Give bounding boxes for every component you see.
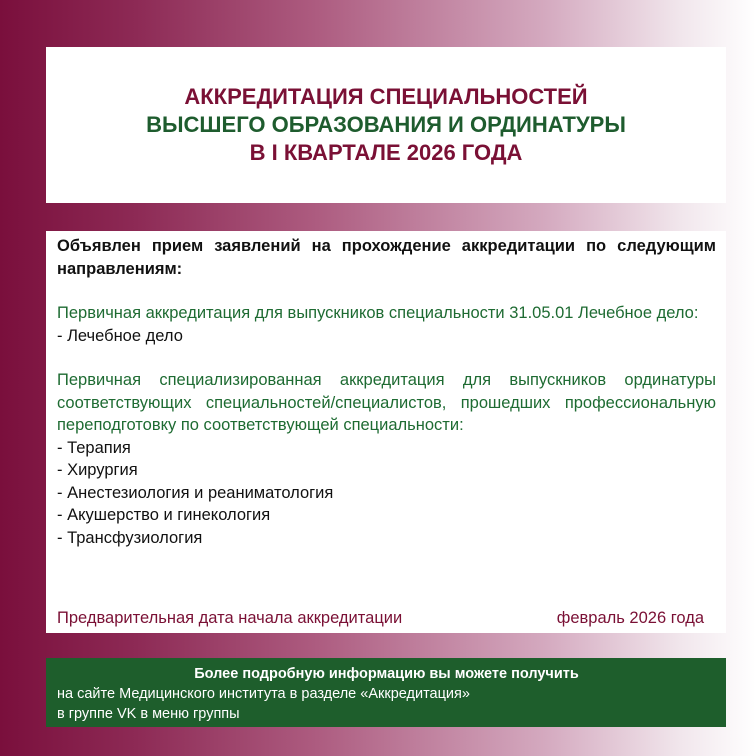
list-item: - Лечебное дело [57, 326, 183, 345]
start-date-row [57, 607, 704, 629]
specialized-accreditation-description: Первичная специализированная аккредитация для выпускников ординатуры соответствующих специальностей/специалистов, прошедших профессиональную переподготовку по соответствующей специальности: [57, 371, 716, 434]
list-item: - Хирургия [57, 461, 138, 479]
list-item: - Акушерство и гинекология [57, 506, 271, 524]
title-line-3: В I КВАРТАЛЕ 2026 ГОДА [249, 140, 523, 165]
spacer [57, 347, 716, 369]
title-panel [46, 47, 726, 203]
primary-specialty-list [57, 325, 716, 348]
info-vk-line: в группе VK в меню группы [57, 706, 240, 722]
start-date-value: февраль 2026 года [556, 609, 704, 627]
primary-accreditation-description: Первичная аккредитация для выпускников специальности 31.05.01 Лечебное дело: [57, 304, 699, 322]
info-panel [46, 658, 726, 727]
announcement-intro: Объявлен прием заявлений на прохождение аккредитации по следующим направлениям: [57, 237, 716, 278]
title-line-2: ВЫСШЕГО ОБРАЗОВАНИЯ И ОРДИНАТУРЫ [146, 112, 626, 137]
list-item: - Трансфузиология [57, 528, 203, 547]
list-item: - Терапия [57, 438, 131, 457]
info-heading: Более подробную информацию вы можете получить [194, 666, 579, 682]
spacer [57, 280, 716, 302]
announcement-panel [46, 231, 726, 633]
title-line-1: АККРЕДИТАЦИЯ СПЕЦИАЛЬНОСТЕЙ [184, 84, 588, 109]
info-website-line: на сайте Медицинского института в разделе «Аккредитация» [57, 686, 470, 702]
specialized-specialty-list [57, 437, 716, 550]
start-date-label: Предварительная дата начала аккредитации [57, 609, 403, 627]
list-item: - Анестезиология и реаниматология [57, 483, 334, 502]
